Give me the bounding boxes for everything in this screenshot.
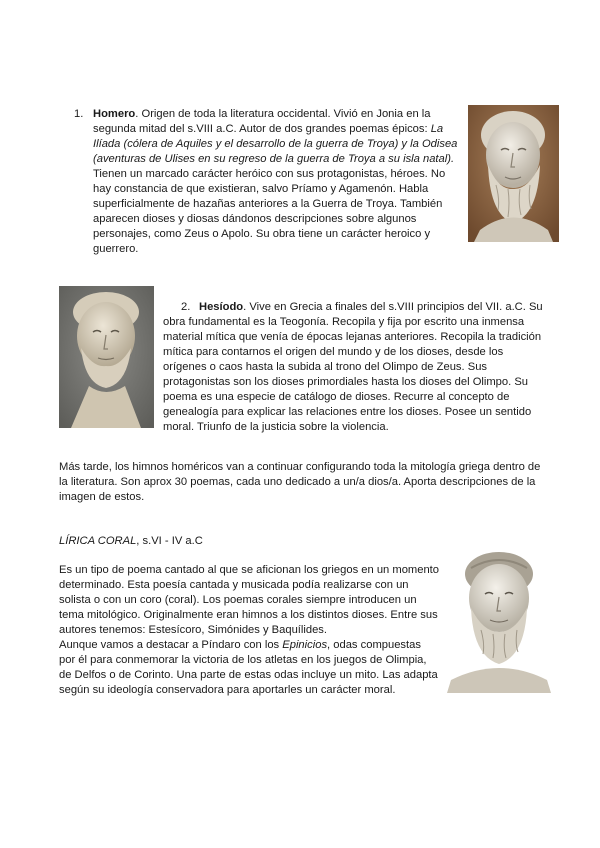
himnos-paragraph: Más tarde, los himnos homéricos van a continuar configurando toda la mitología griega dentro de la literatura. Son aprox 30 poemas, cada uno dedicado a un/a dios/a. Aporta descripciones de la imagen de estos. [59,461,541,503]
lirica-paragraph: Es un tipo de poema cantado al que se aficionan los griegos en un momento determinado. Esta poesía cantada y musicada podía realizarse con un solista o con un coro (coral). Los poemas corales siempre introducen un tema mitológico. Originalmente eran himnos a los distintos dioses. Entre sus autores tenemos: Estesícoro, Simónides y Baquílides. Aunque vamos a destacar a Píndaro con los Epinicios, odas compuestas por él para conmemorar la victoria de los atletas en los juegos de Olimpia, de Delfos o de Corinto. Una parte de estas odas incluye un mito. Las adapta según su ideología conservadora para aportarles un carácter moral. [59,564,440,696]
pindar-bust-icon [441,548,557,693]
hesiodo-name: Hesíodo [199,301,244,313]
list-number-1: 1. [74,108,84,120]
homer-bust-icon [468,105,559,242]
hesiodo-paragraph: Hesíodo. Vive en Grecia a finales del s.VIII principios del VII. a.C. Su obra fundamental es la Teogonía. Recopila y fija por escrito una inmensa material mítica que venía de épocas lejanas anteriores. Recopila la tradición mítica para contarnos el origen del mundo y de los dioses, desde los orígenes o caos hasta la subida al trono del Olimpo de Zeus. Sus protagonistas son los dioses primordiales hasta los dioses del Olimpo. Su poema es una especie de catálogo de dioses. Recurre al concepto de genealogía para explicar las relaciones entre los dioses. Posee un sentido moral. Triunfo de la justicia sobre la violencia. [163,301,543,433]
hesiod-bust-icon [59,286,154,428]
list-number-2: 2. [181,301,191,313]
lirica-heading: LÍRICA CORAL, s.VI - IV a.C [59,535,203,547]
homero-name: Homero [93,108,136,120]
homero-paragraph: Homero. Origen de toda la literatura occidental. Vivió en Jonia en la segunda mitad del s.VIII a.C. Autor de dos grandes poemas épicos: La Ilíada (cólera de Aquiles y el desarrollo de la guerra de Troya) y la Odisea (aventuras de Ulises en su regreso de la guerra de Troya a su isla natal). Tienen un marcado carácter heróico con sus protagonistas, héroes. No hay constancia de que existieran, salvo Príamo y Agamenón. Habla superficialmente de hazañas anteriores a la Guerra de Troya. También aparecen dioses y diosas dándonos descripciones sobre algunos personajes, como Zeus o Apolo. Su obra tiene un carácter heroico y guerrero. [93,108,458,255]
